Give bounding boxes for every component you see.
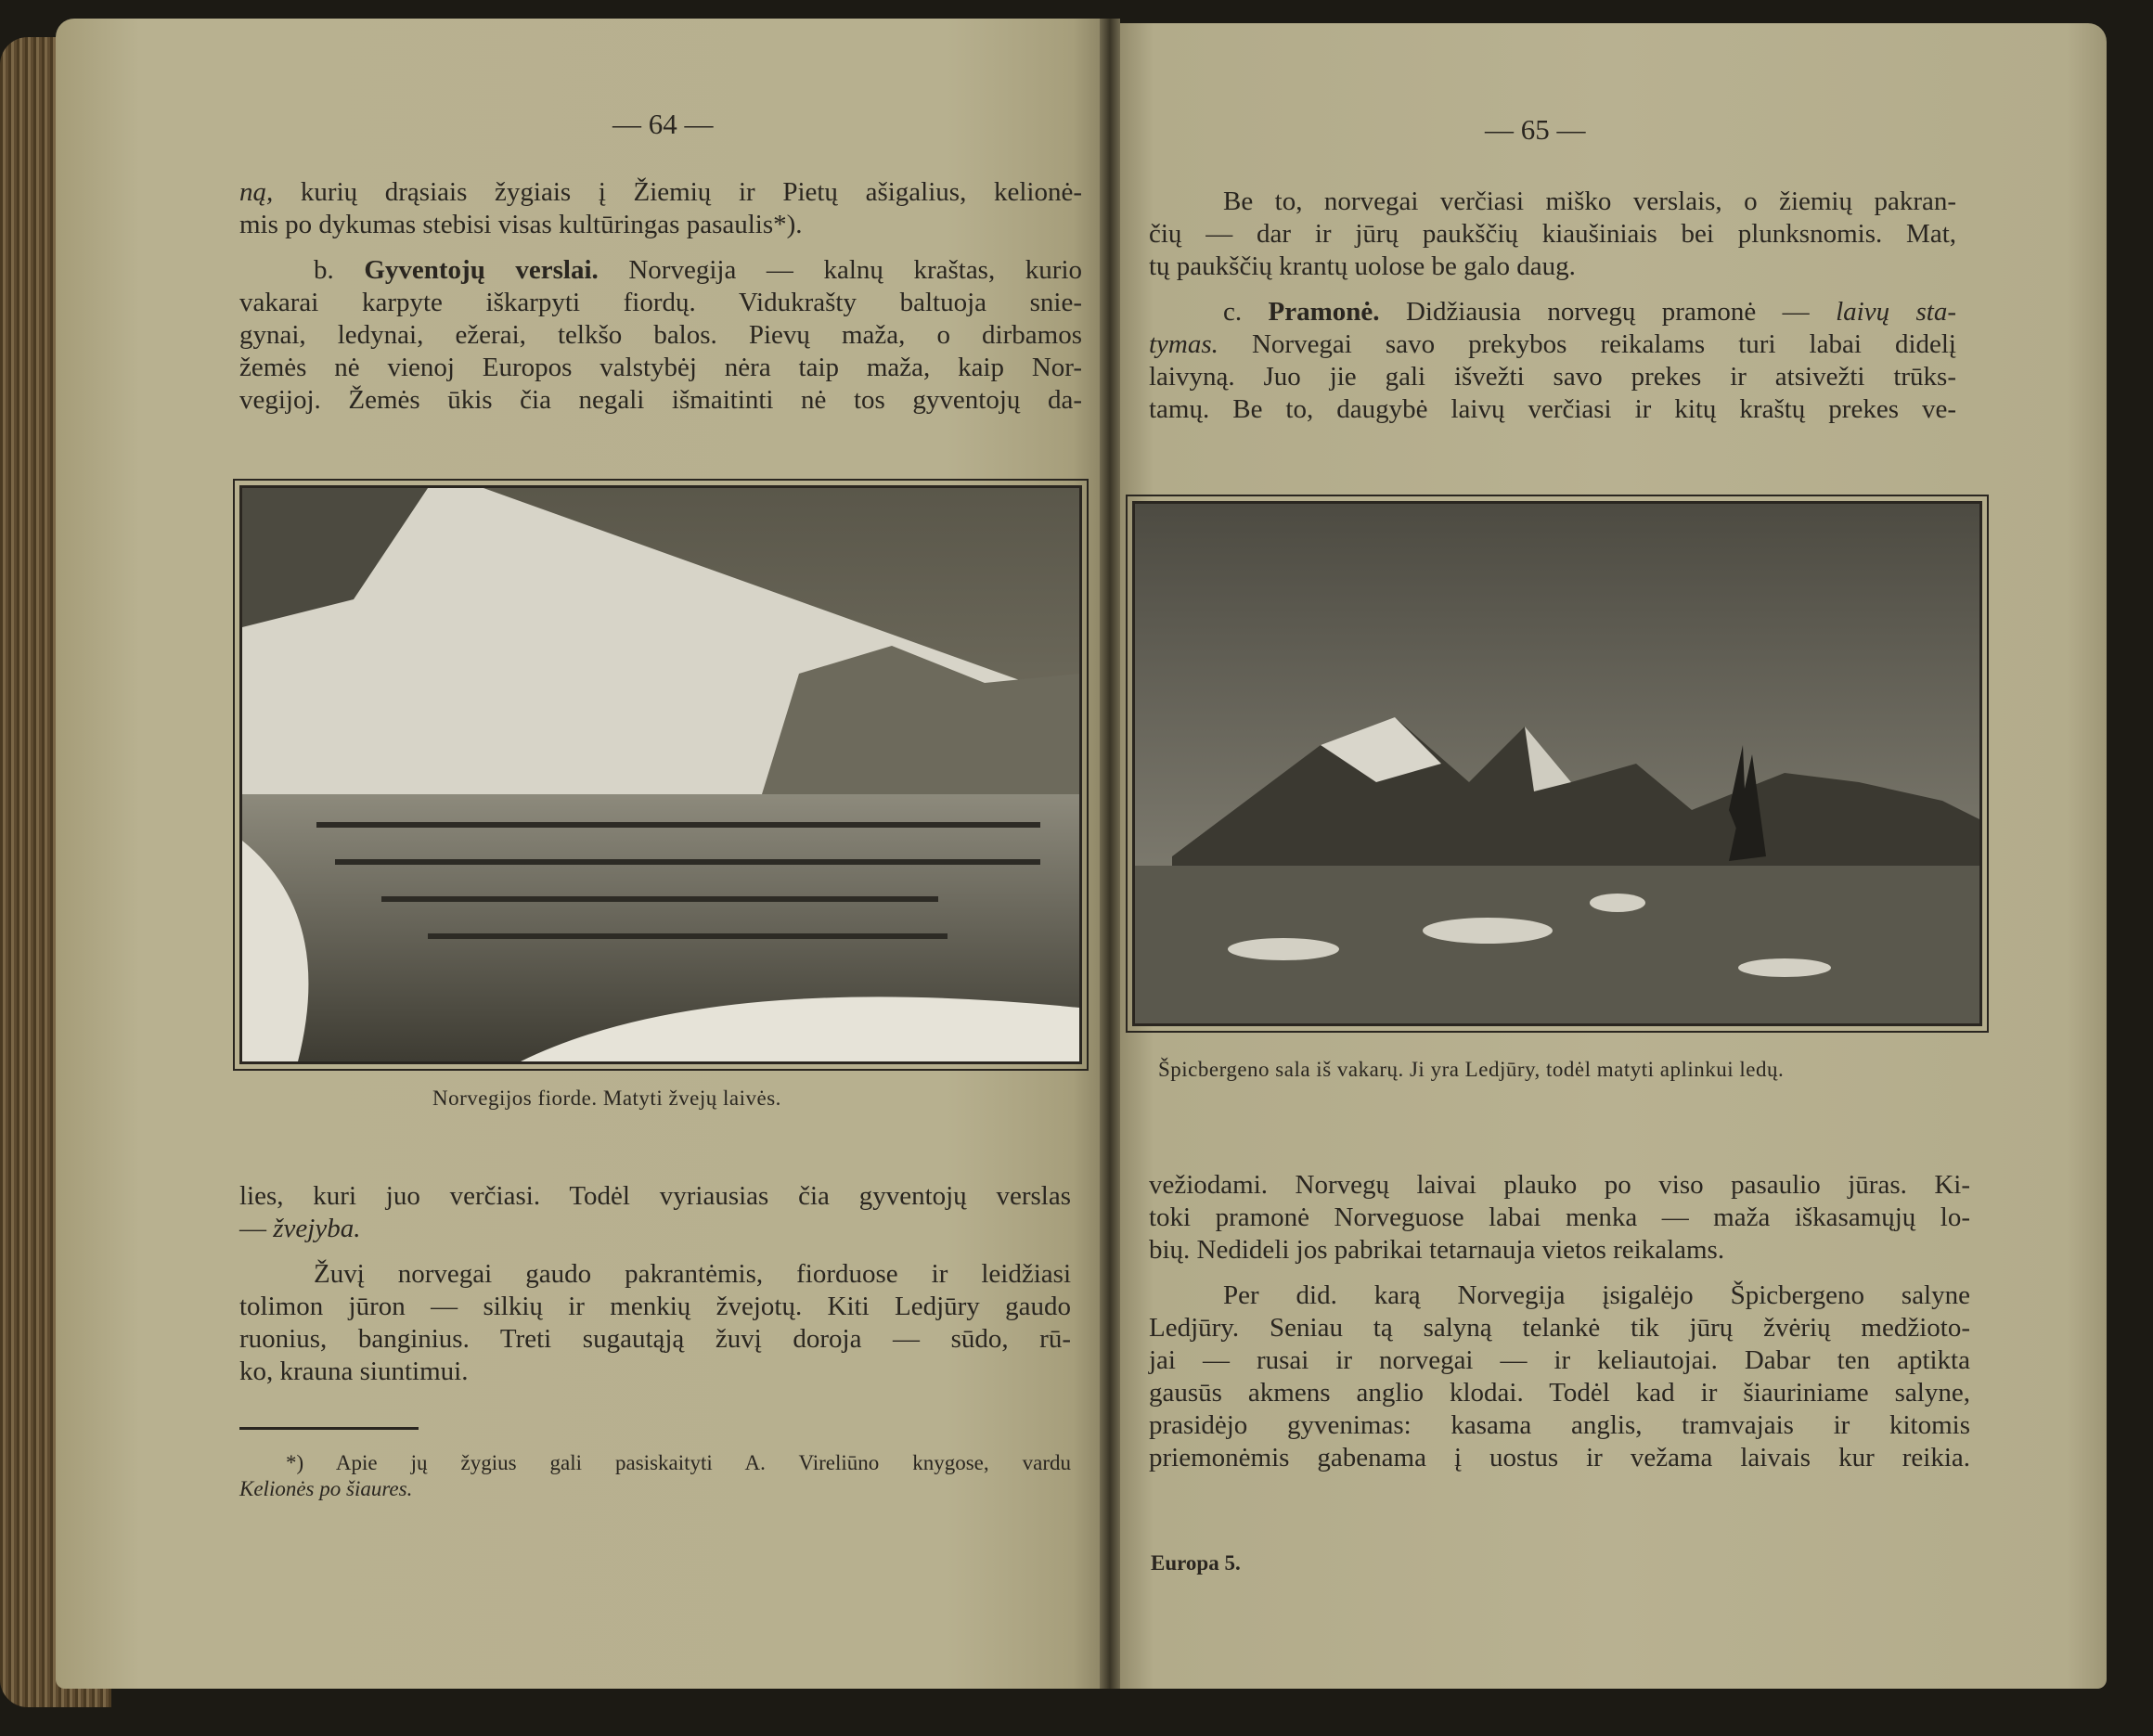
- text-line: [239, 384, 1082, 417]
- text-line: [239, 1213, 1071, 1245]
- text-line: [1149, 1409, 1970, 1442]
- footnote-divider: [239, 1427, 419, 1430]
- text-segment: gynai, ledynai, ežerai, telkšo balos. Pievų maža, o dirbamos: [239, 320, 1082, 350]
- page-number-right: — 65 —: [1485, 113, 1586, 146]
- text-segment: mis po dykumas stebisi visas kultūringas pasaulis*).: [239, 210, 803, 239]
- text-line: [1149, 393, 1956, 426]
- text-segment: tų paukščių krantų uolose be galo daug.: [1149, 251, 1576, 281]
- text-line: [1149, 1169, 1970, 1202]
- footnote-line-1: *) Apie jų žygius gali pasiskaityti A. Virelіūno knygose, vardu: [286, 1451, 1071, 1474]
- text-segment: Norvegija — kalnų kraštas, kurio: [598, 255, 1082, 285]
- text-line: [239, 1258, 1071, 1291]
- text-line: [239, 209, 1082, 241]
- text-line: [1149, 186, 1956, 218]
- spitsbergen-island-engraving: [1132, 501, 1982, 1026]
- text-line: [239, 287, 1082, 319]
- text-line: [239, 352, 1082, 384]
- signature-mark: Europa 5.: [1151, 1551, 1241, 1575]
- text-line: [1149, 218, 1956, 251]
- text-segment: tolimon jūron — silkių ir menkių žvejotų. Kiti Ledjūry gaudo: [239, 1292, 1071, 1321]
- left-bottom-text: [239, 1180, 1071, 1388]
- text-segment: tymas.: [1149, 329, 1218, 359]
- text-segment: prasidėjo gyvenimas: kasama anglis, tramvajais ir kitomis: [1149, 1410, 1970, 1440]
- text-segment: Ledjūry. Seniau tą salyną telankė tik jūrų žvėrių medžioto-: [1149, 1313, 1970, 1343]
- text-line: [1149, 251, 1956, 283]
- text-line: [1149, 296, 1956, 328]
- text-segment: Per did. karą Norvegija įsigalėjo Špicbergeno salyne: [1223, 1280, 1970, 1310]
- text-segment: ną,: [239, 177, 274, 207]
- text-segment: jai — rusai ir norvegai — ir keliautojai. Dabar ten aptikta: [1149, 1345, 1970, 1375]
- right-photo-caption: Špicbergeno sala iš vakarų. Ji yra Ledjūry, todėl matyti aplinkui ledų.: [1158, 1058, 1785, 1081]
- text-segment: Pramonė.: [1268, 297, 1380, 327]
- text-segment: vežiodami. Norvegų laivai plauko po viso pasaulio jūras. Ki-: [1149, 1170, 1970, 1200]
- text-segment: vakarai karpyte iškarpyti fiordų. Vidukrašty baltuoja snie-: [239, 288, 1082, 317]
- text-line: [239, 1323, 1071, 1356]
- right-bottom-text: [1149, 1169, 1970, 1474]
- text-segment: lies, kuri juo verčiasi. Todėl vyriausias čia gyventojų verslas: [239, 1181, 1071, 1211]
- text-line: [1149, 1377, 1970, 1409]
- paragraph-gap: [1149, 283, 1956, 296]
- paragraph-gap: [239, 241, 1082, 254]
- text-segment: čių — dar ir jūrų paukščių kiaušiniais bei plunksnomis. Mat,: [1149, 219, 1956, 249]
- text-segment: Be to, norvegai verčiasi miško verslais, o žiemių pakran-: [1223, 186, 1956, 216]
- text-line: [239, 1291, 1071, 1323]
- text-segment: laivyną. Juo jie gali išvežti savo prekes ir atsivežti trūks-: [1149, 362, 1956, 392]
- text-segment: Gyventojų verslai.: [364, 255, 599, 285]
- text-segment: tamų. Be to, daugybė laivų verčiasi ir kitų kraštų prekes ve-: [1149, 394, 1956, 424]
- text-segment: ko, krauna siuntimui.: [239, 1357, 469, 1386]
- text-line: [1149, 1344, 1970, 1377]
- text-line: [239, 1180, 1071, 1213]
- book-gutter: [1100, 19, 1120, 1689]
- right-top-text: [1149, 186, 1956, 426]
- footnote: [239, 1450, 1071, 1502]
- text-line: [1149, 361, 1956, 393]
- text-line: [1149, 1312, 1970, 1344]
- text-segment: Didžiausia norvegų pramonė —: [1379, 297, 1837, 327]
- text-line: [239, 176, 1082, 209]
- text-segment: žvejyba.: [273, 1214, 361, 1243]
- text-segment: b.: [314, 255, 365, 285]
- text-segment: —: [239, 1214, 274, 1243]
- text-segment: Žuvį norvegai gaudo pakrantėmis, fiorduose ir leidžiasi: [314, 1259, 1071, 1289]
- paragraph-gap: [1149, 1267, 1970, 1279]
- footnote-line-2: Kelionės po šiaures.: [239, 1477, 413, 1500]
- text-line: [1149, 1202, 1970, 1234]
- text-line: [1149, 328, 1956, 361]
- text-line: [239, 319, 1082, 352]
- fjord-fishing-boats-photo: [239, 485, 1082, 1064]
- text-segment: Norvegai savo prekybos reikalams turi labai didelį: [1218, 329, 1956, 359]
- text-segment: toki pramonė Norveguose labai menka — maža iškasamųjų lo-: [1149, 1202, 1970, 1232]
- left-photo-caption: Norvegijos fiorde. Matyti žvejų laivės.: [432, 1087, 781, 1110]
- left-top-text: [239, 176, 1082, 417]
- text-segment: bių. Nedideli jos pabrikai tetarnauja vietos reikalams.: [1149, 1235, 1725, 1265]
- text-segment: žemės nė vienoj Europos valstybėj nėra taip maža, kaip Nor-: [239, 353, 1082, 382]
- text-segment: kurių drąsiais žygiais į Žiemių ir Pietų ašigalius, kelionė-: [273, 177, 1082, 207]
- text-segment: ruonius, banginius. Treti sugautąją žuvį doroja — sūdo, rū-: [239, 1324, 1071, 1354]
- text-line: [239, 1356, 1071, 1388]
- text-segment: vegijoj. Žemės ūkis čia negali išmaitinti nė tos gyventojų da-: [239, 385, 1082, 415]
- text-line: [1149, 1279, 1970, 1312]
- paragraph-gap: [239, 1245, 1071, 1258]
- text-segment: c.: [1223, 297, 1269, 327]
- text-segment: priemonėmis gabenama į uostus ir vežama laivais kur reikia.: [1149, 1443, 1970, 1472]
- text-line: [1149, 1234, 1970, 1267]
- page-number-left: — 64 —: [612, 108, 714, 140]
- text-line: [1149, 1442, 1970, 1474]
- text-line: [239, 254, 1082, 287]
- text-segment: gausūs akmens anglio klodai. Todėl kad ir šiauriniame salyne,: [1149, 1378, 1970, 1408]
- text-segment: laivų sta-: [1836, 297, 1956, 327]
